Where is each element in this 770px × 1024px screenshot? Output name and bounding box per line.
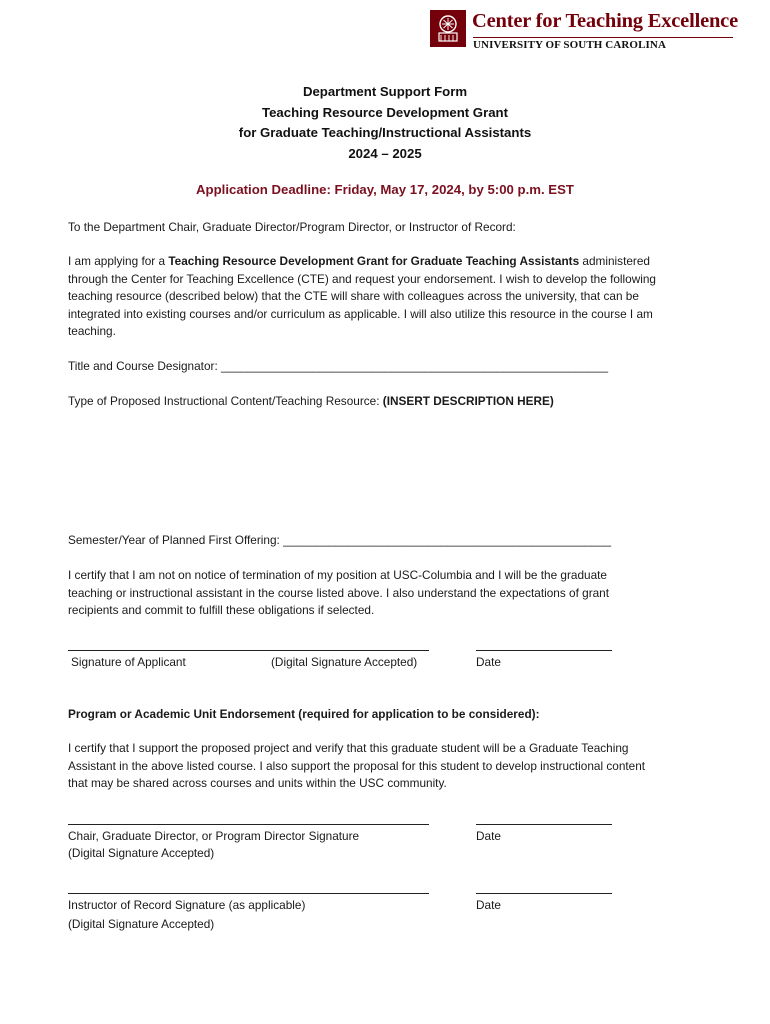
endorse-line-1: I certify that I support the proposed project and verify that this graduate student will be a Graduate Teaching — [68, 741, 629, 755]
intro-line-5: teaching. — [68, 324, 116, 339]
applicant-signature-label: Signature of Applicant — [71, 655, 186, 669]
title-line-4: 2024 – 2025 — [348, 145, 422, 161]
instructor-signature-line[interactable] — [68, 893, 429, 894]
intro-line-1 — [68, 253, 718, 271]
chair-date-label: Date — [476, 829, 501, 843]
logo-subtitle: UNIVERSITY OF SOUTH CAROLINA — [473, 39, 666, 51]
certify-line-3: recipients and commit to fulfill these obligations if selected. — [68, 603, 375, 618]
applicant-date-label: Date — [476, 655, 501, 669]
title-line-3: for Graduate Teaching/Instructional Assistants — [238, 125, 532, 140]
resource-type-field[interactable] — [68, 393, 554, 411]
applicant-signature-note: (Digital Signature Accepted) — [271, 655, 418, 669]
intro-line-3: teaching resource (described below) that the CTE will share with colleagues across the university, that can be — [68, 289, 639, 304]
applicant-date-line[interactable] — [476, 650, 612, 651]
instructor-signature-label: Instructor of Record Signature (as applicable) — [68, 898, 306, 912]
intro-pre: I am applying for a — [68, 254, 169, 268]
logo-title: Center for Teaching Excellence — [472, 10, 738, 32]
intro-line-4: integrated into existing courses and/or curriculum as applicable. I will also utilize this resource in the course I am — [68, 306, 653, 321]
certify-line-2: teaching or instructional assistant in the course listed above. I also understand the expectations of grant — [68, 585, 610, 600]
chair-date-line[interactable] — [476, 824, 612, 825]
cte-logo — [430, 10, 740, 50]
certify-line-1: I certify that I am not on notice of termination of my position at USC-Columbia and I will be the graduate — [68, 568, 607, 582]
endorse-line-2: Assistant in the above listed course. I also support the proposal for this student to develop instructional content — [68, 758, 646, 773]
title-course-field[interactable]: Title and Course Designator: ___________________________________________________________ — [68, 359, 609, 373]
title-line-2: Teaching Resource Development Grant — [262, 104, 508, 120]
resource-type-label: Type of Proposed Instructional Content/Teaching Resource: — [68, 394, 383, 408]
instructor-date-label: Date — [476, 898, 501, 912]
title-line-1: Department Support Form — [302, 84, 468, 99]
salutation: To the Department Chair, Graduate Director/Program Director, or Instructor of Record: — [68, 220, 516, 234]
chair-signature-note: (Digital Signature Accepted) — [68, 846, 215, 860]
description-placeholder[interactable]: (INSERT DESCRIPTION HERE) — [382, 394, 554, 408]
intro-post: administered — [579, 254, 650, 268]
instructor-date-line[interactable] — [476, 893, 612, 894]
certify-paragraph — [68, 567, 718, 620]
logo-divider — [473, 37, 733, 38]
endorse-line-3: that may be shared across courses and units within the USC community. — [68, 776, 447, 791]
chair-signature-line[interactable] — [68, 824, 429, 825]
chair-signature-label: Chair, Graduate Director, or Program Director Signature — [68, 829, 360, 843]
applicant-signature-line[interactable] — [68, 650, 429, 651]
semester-field[interactable]: Semester/Year of Planned First Offering: __________________________________________________ — [68, 533, 612, 547]
instructor-signature-note: (Digital Signature Accepted) — [68, 917, 215, 931]
application-deadline: Application Deadline: Friday, May 17, 2024, by 5:00 p.m. EST — [196, 182, 574, 197]
endorsement-paragraph — [68, 740, 718, 793]
intro-line-2: through the Center for Teaching Excellence (CTE) and request your endorsement. I wish to develop the following — [68, 271, 656, 286]
form-title — [0, 82, 770, 164]
intro-paragraph — [68, 253, 718, 341]
usc-seal-icon — [430, 10, 466, 47]
endorsement-heading: Program or Academic Unit Endorsement (required for application to be considered): — [68, 707, 540, 721]
grant-name: Teaching Resource Development Grant for Graduate Teaching Assistants — [168, 254, 580, 268]
